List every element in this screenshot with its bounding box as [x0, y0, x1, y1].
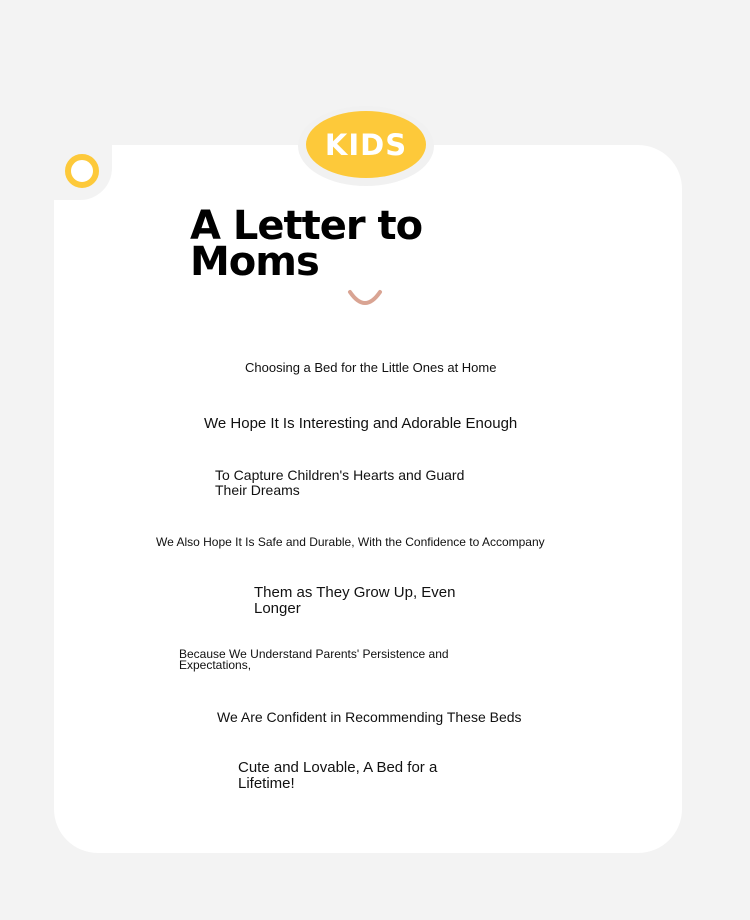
letter-line-1: Choosing a Bed for the Little Ones at Home [245, 360, 497, 375]
smile-icon [347, 284, 383, 310]
letter-line-2: We Hope It Is Interesting and Adorable Enough [204, 415, 518, 432]
letter-line-6: Because We Understand Parents' Persistence and Expectations, [179, 647, 449, 672]
letter-line-7: We Are Confident in Recommending These Beds [217, 709, 522, 725]
page-title: A Letter to Moms [190, 203, 423, 285]
letter-line-4: We Also Hope It Is Safe and Durable, With the Confidence to Accompany [156, 535, 545, 549]
letter-line-8: Cute and Lovable, A Bed for a Lifetime! [238, 759, 438, 792]
letter-line-5: Them as They Grow Up, Even Longer [254, 584, 456, 617]
ring-icon [65, 154, 99, 188]
kids-badge: KIDS [306, 111, 426, 178]
letter-line-3: To Capture Children's Hearts and Guard Their Dreams [215, 467, 465, 498]
